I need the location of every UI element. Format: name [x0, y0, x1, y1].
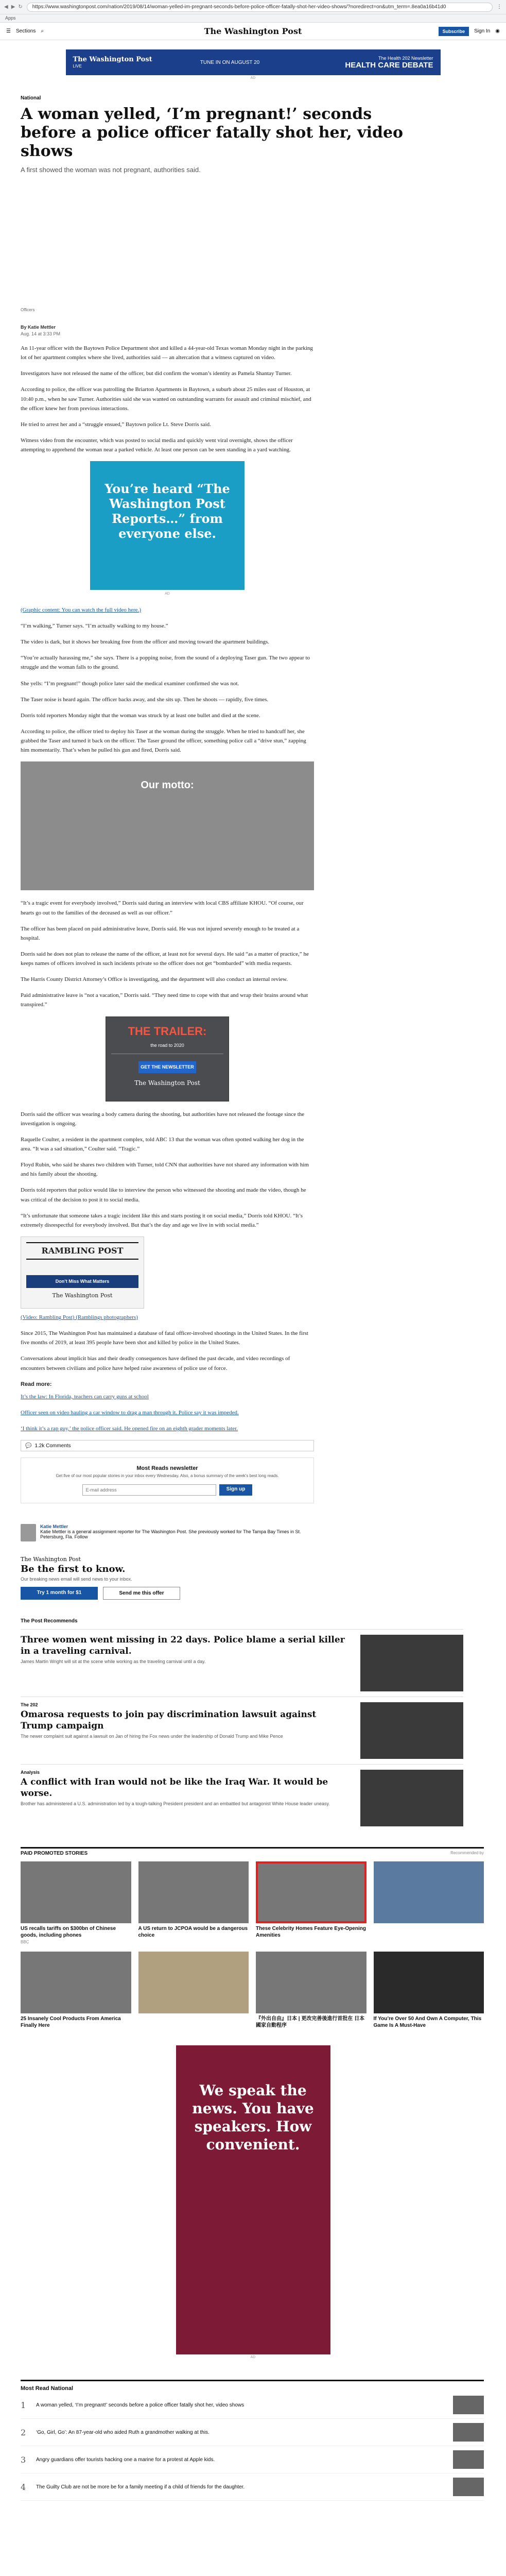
paragraph: According to police, the officer tried to deploy his Taser at the woman during the struggle. When he tried to handcuff her, she grabbed the Taser and turned it back on the officer. The Taser ground the officer, something police call a “drive stun,” zapping him momentarily. That’s when he pulled his gun and fired, Dorris said. [21, 728, 306, 754]
most-read [21, 2380, 484, 2501]
dont-miss-button[interactable]: Don’t Miss What Matters [26, 1275, 138, 1288]
reload-icon[interactable]: ↻ [18, 4, 23, 10]
firstknow-title: Be the first to know. [21, 1564, 126, 1575]
paragraph: “It’s a tragic event for everybody involved,” Dorris said during an interview with local CBS affiliate KHOU. “Of course, our hearts go out to the families of the deceased as well as our officer.” [21, 900, 304, 916]
video-player[interactable] [21, 761, 314, 890]
wp-logo: The Washington Post [134, 1079, 200, 1087]
video-caption-link[interactable]: (Video: Rambling Post) (Ramblings photographers) [21, 1314, 138, 1321]
paragraph: “I’m walking,” Turner says. “I’m actually walking to my house.” [21, 622, 168, 629]
paragraph: Dorris said he does not plan to release the name of the officer, at least not for several days. He said “as a matter of practice,” he keeps names of officers involved in such incidents private so the officer does not get “bombarded” with media requests. [21, 951, 309, 967]
paragraph: According to police, the officer was patrolling the Briarton Apartments in Baytown, a suburb about 25 miles east of Houston, at 10:40 p.m., when he saw Turner. Authorities said she was wanted on outstanding warrants for assault and criminal mischief, and the officer knew her from previous interactions. [21, 386, 311, 412]
promoted-card[interactable]: US recalls tariffs on $300bn of Chinese goods, including phones BBC [21, 1861, 131, 1944]
firstknow-desc: Our breaking news email will send news to your inbox. [21, 1577, 132, 1582]
most-read-item[interactable]: 2 ‘Go, Girl, Go’: An 87-year-old who aided Ruth a grandmother walking at this. [21, 2419, 484, 2446]
story-desc: Brother has administered a U.S. administration led by a tough-talking President president and an embattled but antagonist White House leader uneasy. [21, 1801, 330, 1806]
browser-nav [4, 4, 23, 10]
byline-block [21, 308, 506, 336]
sign-in-link[interactable]: Sign In [474, 28, 491, 34]
promoted-card[interactable]: If You’re Over 50 And Own A Computer, This Game Is A Must-Have [374, 1952, 484, 2030]
story-image[interactable] [360, 1770, 463, 1826]
ad-date: TUNE IN ON AUGUST 20 [200, 59, 260, 65]
paragraph: Dorris said the officer was wearing a body camera during the shooting, but authorities have not released the footage since the investigation is ongoing. [21, 1111, 305, 1127]
story-headline[interactable]: Omarosa requests to join pay discrimination lawsuit against Trump campaign [21, 1709, 317, 1731]
promoted-card[interactable] [138, 1952, 249, 2030]
site-header [0, 23, 506, 40]
newsletter-signup [21, 1458, 314, 1503]
recommended-story[interactable] [21, 1629, 463, 1691]
paragraph: Dorris told reporters that police would like to interview the person who witnessed the shooting and made the video, though he was critical of the decision to post it to social media. [21, 1187, 306, 1203]
most-read-title: Most Read National [21, 2385, 74, 2392]
article-header [21, 95, 412, 174]
story-desc: James Martin Wright will sit at the scene while working as the traveling carnival until a day. [21, 1658, 206, 1664]
author-name[interactable]: Katie Mettler [40, 1524, 68, 1530]
newsletter-title: Most Reads newsletter [136, 1465, 198, 1472]
sections-link[interactable]: Sections [15, 28, 36, 34]
most-read-item[interactable]: 1 A woman yelled, ‘I’m pregnant!’ seconds before a police officer fatally shot her, video shows [21, 2392, 484, 2419]
story-desc: The newer complaint suit against a lawsuit on Jan of hiring the Fox news under the leadership of Donald Trump and Mike Pence [21, 1733, 283, 1739]
story-image[interactable] [360, 1635, 463, 1691]
video-title: Our motto: [141, 779, 194, 791]
paragraph: Since 2015, The Washington Post has maintained a database of fatal officer-involved shootings in the United States. In the first five months of 2019, at least 395 people have been shot and killed by police in the United States. [21, 1330, 308, 1346]
paragraph: The Harris County District Attorney’s Office is investigating, and the department will also conduct an internal review. [21, 976, 288, 983]
read-more [21, 1380, 314, 1434]
newsletter-desc: Get five of our most popular stories in your inbox every Wednesday. Also, a bonus summary of the week’s best long reads. [56, 1473, 279, 1479]
read-more-link[interactable]: Officer seen on video hauling a car window to drag a man through it. Police say it was impeded. [21, 1410, 239, 1416]
avatar [21, 1524, 36, 1541]
ad-label: AD [250, 2355, 256, 2360]
graphic-content-link[interactable]: (Graphic content: You can watch the full video here.) [21, 606, 141, 613]
read-more-heading: Read more: [21, 1381, 52, 1387]
paragraph: Raquelle Coulter, a resident in the apartment complex, told ABC 13 that the woman was often spotted walking her dog in the area. “It was a sad situation,” Coulter said. “Tragic.” [21, 1136, 304, 1153]
paragraph: Dorris told reporters Monday night that the woman was struck by at least one bullet and died at the scene. [21, 712, 260, 719]
paragraph: The video is dark, but it shows her breaking free from the officer and moving toward the apartment buildings. [21, 639, 270, 646]
trailer-newsletter-promo[interactable] [106, 1016, 229, 1101]
sign-up-button[interactable]: Sign up [219, 1484, 253, 1496]
back-icon[interactable]: ◀ [4, 4, 8, 10]
top-banner-ad[interactable] [66, 49, 441, 75]
get-newsletter-button[interactable]: GET THE NEWSLETTER [138, 1061, 196, 1073]
section-kicker[interactable]: National [21, 95, 41, 101]
story-headline[interactable]: A conflict with Iran would not be like the Iraq War. It would be worse. [21, 1777, 328, 1799]
rambling-promo[interactable] [21, 1236, 144, 1309]
paid-promoted-stories [21, 1847, 484, 2030]
search-icon[interactable]: ⌕ [41, 28, 44, 34]
paragraph: The Taser noise is heard again. The officer backs away, and she sits up. Then he shoots — rapidly, five times. [21, 696, 269, 703]
publish-date: Aug. 14 at 3:33 PM [21, 331, 61, 336]
promo-creative: You’re heard “The Washington Post Reports…” from everyone else. [90, 461, 245, 590]
deck: A first showed the woman was not pregnant, authorities said. [21, 166, 201, 174]
read-more-link[interactable]: ‘I think it’s a rap guy,’ the police officer said. He opened fire on an eighth grader moments later. [21, 1426, 238, 1432]
ad-headline: The Health 202 Newsletter HEALTH CARE DEBATE [345, 55, 433, 70]
recommended-story[interactable] [21, 1697, 463, 1759]
byline[interactable]: By Katie Mettler [21, 325, 56, 330]
promoted-card[interactable]: 25 Insanely Cool Products From America Finally Here [21, 1952, 131, 2030]
headline: A woman yelled, ‘I’m pregnant!’ seconds before a police officer fatally shot her, video shows [21, 105, 404, 160]
story-tag: The 202 [21, 1702, 38, 1708]
paragraph: He tried to arrest her and a “struggle ensued,” Baytown police Lt. Steve Dorris said. [21, 421, 211, 428]
masthead[interactable]: The Washington Post [204, 26, 302, 36]
ad-label: AD [250, 76, 256, 80]
address-bar[interactable]: https://www.washingtonpost.com/nation/2019/08/14/woman-yelled-im-pregnant-seconds-before-police-officer-fatally-shot-her-video-shows/?noredirect=on&utm_term=.8ea0a16b41d0 [27, 3, 493, 12]
ad-copy: We speak the news. You have speakers. How convenient. [192, 2082, 314, 2154]
promoted-card[interactable]: A US return to JCPOA would be a dangerous choice [138, 1861, 249, 1944]
paragraph: The officer has been placed on paid administrative leave, Dorris said. He was not injured severely enough to be treated at a hospital. [21, 925, 300, 941]
paragraph: “You’re actually harassing me,” she says. There is a popping noise, from the sound of a deploying Taser gun. The two appear to struggle and the woman falls to the ground. [21, 655, 310, 671]
skyscraper-ad[interactable] [176, 2045, 330, 2354]
ad-label: AD [165, 592, 170, 596]
photo-caption: Officers [21, 308, 35, 312]
subscribe-button[interactable]: Subscribe [439, 27, 469, 36]
promoted-title: PAID PROMOTED STORIES [21, 1851, 88, 1857]
try-offer-button[interactable]: Try 1 month for $1 [21, 1587, 98, 1600]
comments-count[interactable]: 1.2k Comments [34, 1443, 71, 1449]
author-bio-text: Katie Mettler is a general assignment reporter for The Washington Post. She previously worked for The Tampa Bay Times in St. Petersburg, Fla. Follow [40, 1529, 301, 1540]
forward-icon[interactable]: ▶ [11, 4, 15, 10]
wp-logo: The Washington Post [52, 1292, 113, 1299]
trailer-title: THE TRAILER: [128, 1024, 207, 1038]
bookmarks-bar[interactable]: Apps [0, 14, 506, 23]
most-read-item[interactable]: 3 Angry guardians offer tourists hacking one a marine for a protest at Apple kids. [21, 2446, 484, 2473]
user-icon[interactable]: ◉ [495, 28, 500, 34]
rambling-logo: RAMBLING POST [26, 1242, 138, 1260]
breaking-news-signup [21, 1556, 314, 1600]
recommended-story[interactable] [21, 1764, 463, 1826]
browser-toolbar [0, 0, 506, 14]
ad-brand: The Washington Post LIVE [73, 56, 152, 69]
article-body [21, 344, 314, 1433]
promoted-card[interactable] [374, 1861, 484, 1944]
paragraph: Paid administrative leave is “not a vacation,” Dorris said. “They need time to cope with that and wrap their brains around what transpired.” [21, 992, 308, 1008]
trailer-sub: the road to 2020 [150, 1042, 184, 1048]
paragraph: Floyd Rubin, who said he shares two children with Turner, told CNN that authorities have not shared any information with him and his family about the shooting. [21, 1162, 309, 1178]
story-tag: Analysis [21, 1770, 40, 1775]
paragraph: Conversations about implicit bias and their deadly consequences have defined the past decade, and video recordings of encounters between civilians and police have helped raise awareness of police use of force. [21, 1355, 290, 1371]
paragraph: Investigators have not released the name of the officer, but did confirm the woman’s identity as Pamela Shantay Turner. [21, 370, 292, 377]
promoted-card[interactable]: These Celebrity Homes Feature Eye-Opening Amenities [256, 1861, 367, 1944]
inline-promo-ad[interactable] [90, 461, 245, 597]
promoted-card[interactable]: 『外出自由』日本 | 更改完善後進行首批在 日本國家自動程序 [256, 1952, 367, 2030]
paragraph: She yells: “I’m pregnant!” though police later said the medical examiner confirmed she was not. [21, 680, 239, 687]
wp-logo: The Washington Post [21, 1556, 81, 1563]
read-more-link[interactable]: It’s the law: In Florida, teachers can carry guns at school [21, 1393, 149, 1400]
hamburger-icon[interactable]: ☰ [6, 28, 11, 34]
comments-bar[interactable] [21, 1440, 314, 1451]
send-offer-button[interactable]: Send me this offer [103, 1587, 180, 1600]
most-read-item[interactable]: 4 The Guilty Club are not be more be for a family meeting if a child of friends for the daughter. [21, 2473, 484, 2501]
paragraph: An 11-year officer with the Baytown Police Department shot and killed a 44-year-old Texas woman Monday night in the parking lot of her apartment complex where she lived, authorities said — an altercation that a witness captured on video. [21, 345, 313, 361]
paragraph: Witness video from the encounter, which was posted to social media and quickly went viral overnight, shows the officer attempting to apprehend the woman near a parked vehicle. At least one person can be seen standing in a yard watching. [21, 437, 293, 453]
story-headline[interactable]: Three women went missing in 22 days. Police blame a serial killer in a traveling carnival. [21, 1635, 345, 1656]
story-image[interactable] [360, 1702, 463, 1759]
recommends-heading: The Post Recommends [21, 1618, 78, 1624]
paragraph: “It’s unfortunate that someone takes a tragic incident like this and starts posting it on social media,” Dorris told KHOU. “It’s extremely disrespectful for everybody involved. But that’s the day and age we live in with social media.” [21, 1212, 303, 1228]
menu-icon[interactable]: ⋮ [497, 4, 502, 10]
recommended-by[interactable]: Recommended by [450, 1851, 484, 1856]
author-bio [21, 1524, 314, 1541]
comment-icon: 💬 [25, 1443, 32, 1449]
email-field[interactable] [82, 1484, 216, 1496]
